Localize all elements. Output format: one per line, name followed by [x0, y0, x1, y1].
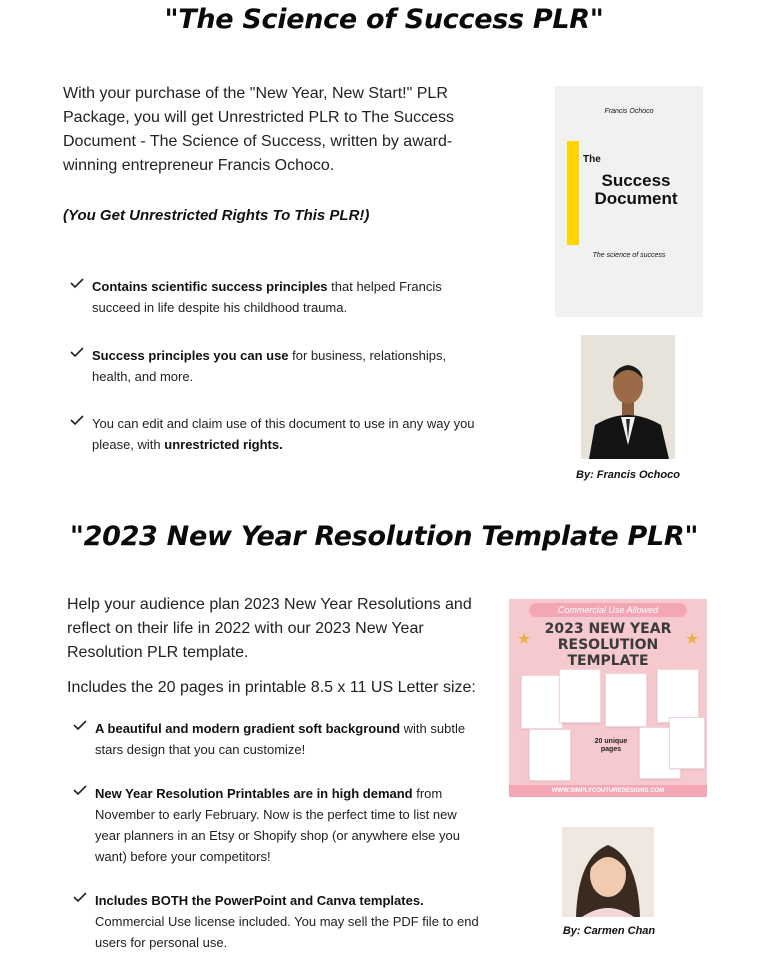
author-caption: By: Francis Ochoco — [576, 469, 680, 481]
cover-author: Francis Ochoco — [604, 108, 654, 115]
includes-text: Includes the 20 pages in printable 8.5 x 11 US Letter size: — [67, 679, 476, 696]
cover-title: Success Document — [594, 171, 678, 208]
rights-note: (You Get Unrestricted Rights To This PLR!) — [63, 207, 370, 224]
page-thumbnail — [529, 729, 571, 781]
list-item: Includes BOTH the PowerPoint and Canva templates. Commercial Use license included. You may sell the PDF file to end users for personal use. — [73, 890, 483, 953]
check-icon — [73, 783, 87, 797]
commercial-use-badge: Commercial Use Allowed — [529, 603, 687, 617]
section1-intro: With your purchase of the "New Year, New Start!" PLR Package, you will get Unrestricted PLR to The Success Document - The Science of Success, written by award-winning entrepreneur Francis Ochoco. — [63, 85, 454, 174]
page-thumbnail — [669, 717, 705, 769]
list-item: New Year Resolution Printables are in high demand from November to early February. Now is the perfect time to list new year planners in an Etsy or Shopify shop (or anywhere else you want) before your competitors! — [73, 783, 483, 867]
check-icon — [70, 276, 84, 290]
cover2-title: 2023 NEW YEAR RESOLUTION TEMPLATE — [544, 621, 672, 669]
check-icon — [70, 413, 84, 427]
list-item: Contains scientific success principles that helped Francis succeed in life despite his childhood trauma. — [70, 276, 480, 318]
author-caption: By: Carmen Chan — [562, 925, 656, 937]
resolution-template-cover — [509, 599, 707, 797]
page-thumbnail — [657, 669, 699, 723]
page-thumbnail — [559, 669, 601, 723]
list-item: Success principles you can use for business, relationships, health, and more. — [70, 345, 480, 387]
cover-subtitle: The science of success — [592, 252, 666, 259]
success-document-cover — [555, 86, 703, 317]
check-icon — [70, 345, 84, 359]
author-photo — [581, 335, 675, 459]
star-icon: ★ — [685, 631, 700, 648]
page-thumbnail — [605, 673, 647, 727]
list-item: A beautiful and modern gradient soft background with subtle stars design that you can customize! — [73, 718, 483, 760]
cover-the: The — [583, 154, 601, 165]
check-icon — [73, 718, 87, 732]
check-icon — [73, 890, 87, 904]
section2-title: "2023 New Year Resolution Template PLR" — [69, 521, 699, 552]
author-photo — [562, 827, 654, 917]
star-icon: ★ — [517, 631, 532, 648]
page-count: 20 unique pages — [594, 738, 628, 753]
list-item: You can edit and claim use of this document to use in any way you please, with unrestricted rights. — [70, 413, 495, 455]
section1-title: "The Science of Success PLR" — [164, 4, 604, 35]
page-thumbnail — [521, 675, 563, 729]
cover-url: WWW.SIMPLYCOUTUREDESIGNS.COM — [509, 785, 707, 797]
section2-intro: Help your audience plan 2023 New Year Resolutions and reflect on their life in 2022 with our 2023 New Year Resolution PLR template. — [67, 596, 472, 661]
